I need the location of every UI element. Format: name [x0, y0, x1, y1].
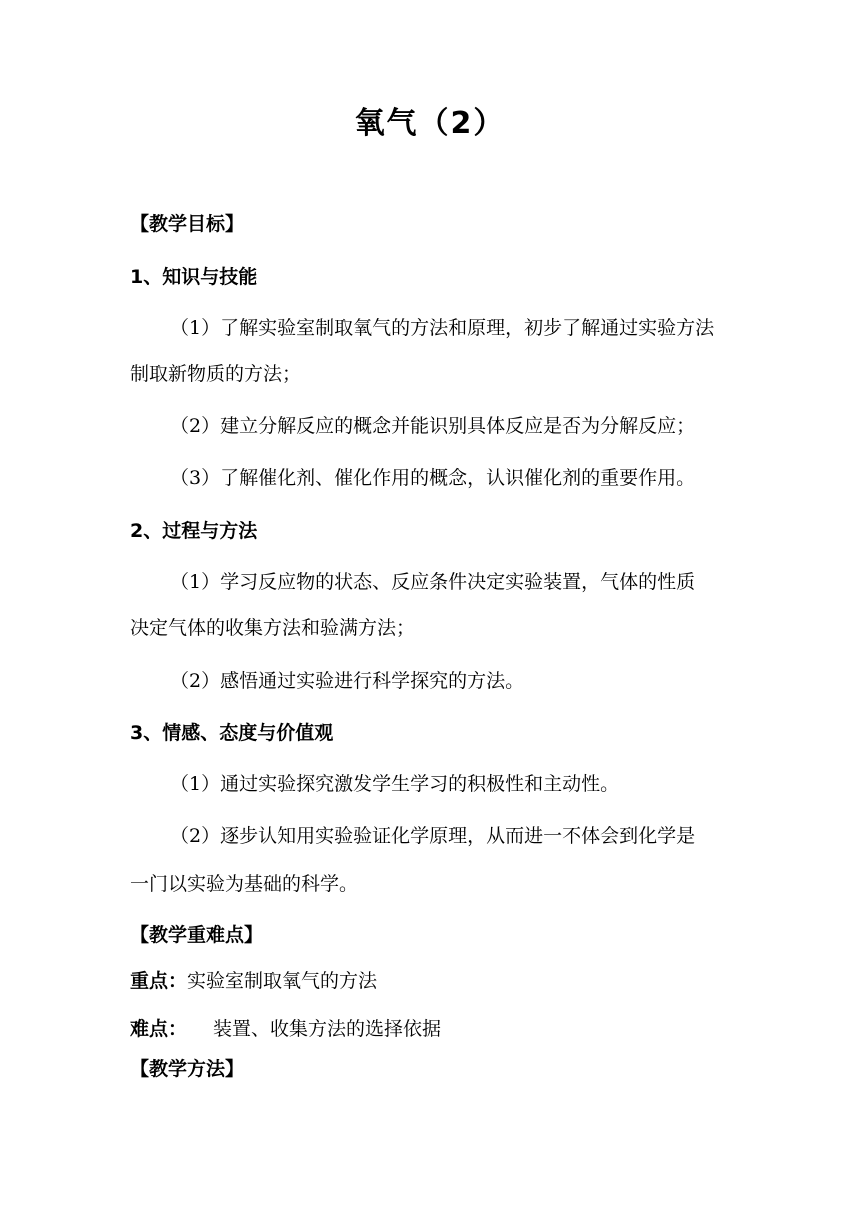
- knowledge-item1-line1: （1）了解实验室制取氧气的方法和原理，初步了解通过实验方法: [170, 317, 715, 339]
- emotion-item2-line2: 一门以实验为基础的科学。: [130, 873, 359, 895]
- emotion-heading: 3、情感、态度与价值观: [130, 722, 334, 744]
- objectives-heading: 【教学目标】: [130, 213, 245, 235]
- knowledge-item3: （3）了解催化剂、催化作用的概念，认识催化剂的重要作用。: [170, 467, 696, 489]
- difficult-point-text: 装置、收集方法的选择依据: [213, 1018, 442, 1040]
- key-point-label: 重点：: [130, 970, 188, 992]
- process-item1-line2: 决定气体的收集方法和验满方法；: [130, 617, 416, 639]
- emotion-item2-line1: （2）逐步认知用实验验证化学原理，从而进一不体会到化学是: [170, 825, 696, 847]
- key-point-text: 实验室制取氧气的方法: [187, 970, 378, 992]
- methods-heading: 【教学方法】: [130, 1058, 245, 1080]
- emotion-item1: （1）通过实验探究激发学生学习的积极性和主动性。: [170, 773, 620, 795]
- process-heading: 2、过程与方法: [130, 520, 258, 542]
- keypoints-heading: 【教学重难点】: [130, 924, 264, 946]
- difficult-point-row: [130, 1014, 740, 1044]
- process-item1-line1: （1）学习反应物的状态、反应条件决定实验装置，气体的性质: [170, 571, 696, 593]
- knowledge-heading: 1、知识与技能: [130, 266, 258, 288]
- knowledge-item2: （2）建立分解反应的概念并能识别具体反应是否为分解反应；: [170, 415, 696, 437]
- knowledge-item1-line2: 制取新物质的方法；: [130, 363, 302, 385]
- key-point-row: [130, 966, 740, 996]
- process-item2: （2）感悟通过实验进行科学探究的方法。: [170, 670, 525, 692]
- difficult-point-label: 难点：: [130, 1018, 188, 1040]
- document-title: 氧气（2）: [354, 106, 506, 141]
